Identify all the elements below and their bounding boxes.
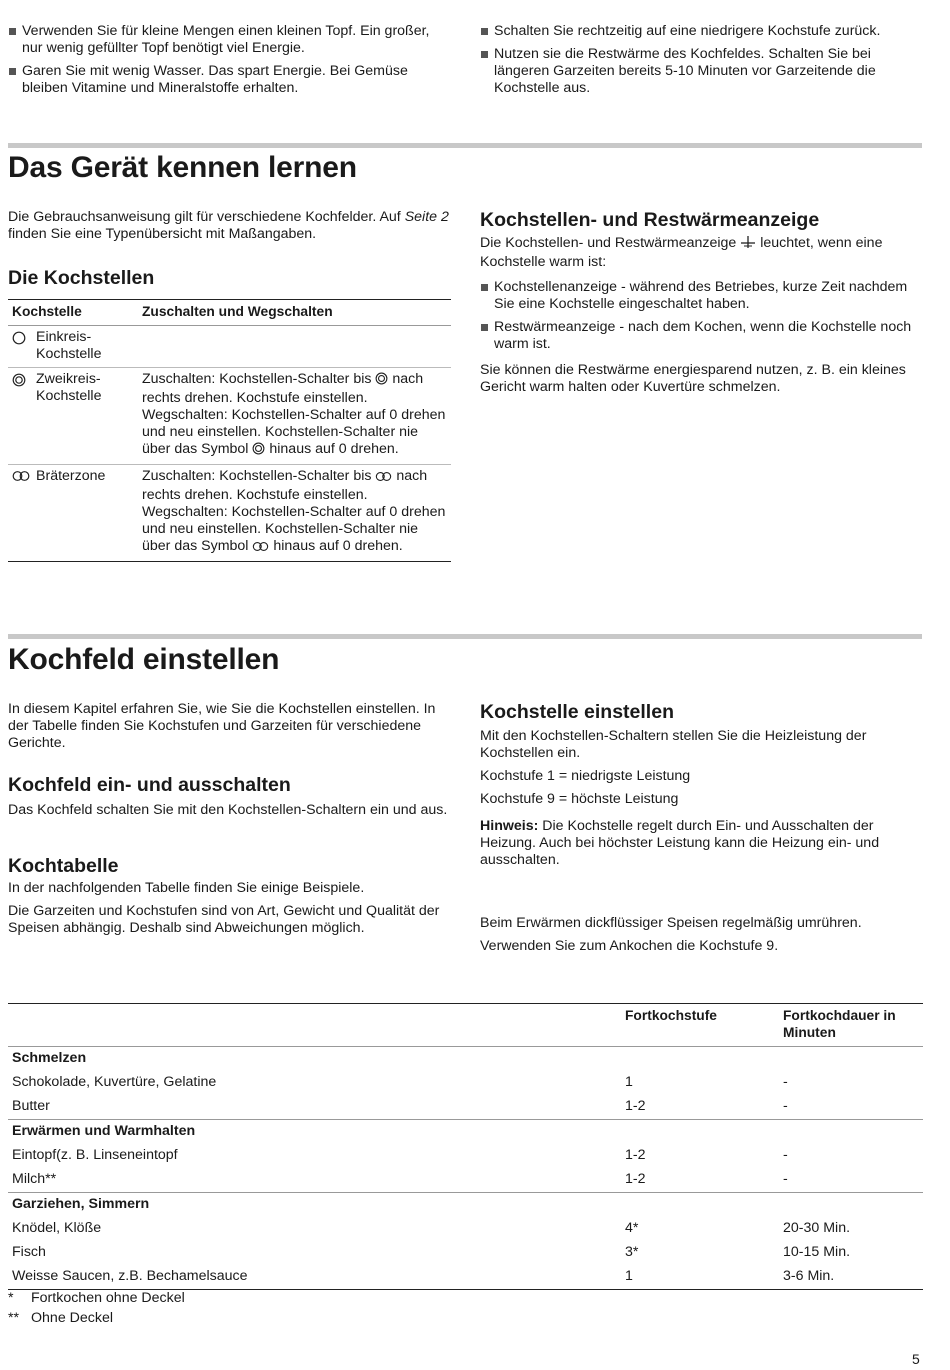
table-header: Zuschalten und Wegschalten (138, 300, 451, 326)
table-row: Fisch 3* 10-15 Min. (12, 1244, 851, 1260)
oval-zone-icon (375, 470, 392, 487)
heading-restwaerme: Kochstellen- und Restwärmeanzeige (480, 209, 820, 231)
table-header (8, 1004, 621, 1047)
section2-left (8, 701, 451, 943)
hinweis-note: Hinweis: Die Kochstelle regelt durch Ein- und Ausschalten der Heizung. Auch bei höchster Leistung kann die Heizung ein- und ausschalten. (480, 818, 880, 868)
footnote: * Fortkochen ohne Deckel (8, 1290, 185, 1306)
table-group-row: Schmelzen (8, 1047, 923, 1072)
kochtabelle-table (8, 1003, 923, 1290)
page-number: 5 (912, 1351, 920, 1367)
table-row: Milch** 1-2 - (12, 1171, 788, 1187)
table-row (8, 368, 451, 465)
einstellen-text: Mit den Kochstellen-Schaltern stellen Sie die Heizleistung der Kochstellen ein. (480, 728, 867, 761)
section-title-kochfeld: Kochfeld einstellen (8, 643, 280, 676)
heading-kochstellen: Die Kochstellen (8, 267, 155, 289)
stufe-9-text: Kochstufe 9 = höchste Leistung (480, 791, 679, 807)
residual-heat-icon (740, 235, 756, 254)
kochstelle-name: Einkreis-Kochstelle (36, 329, 102, 362)
single-circle-icon (12, 329, 36, 363)
table-row: Weisse Saucen, z.B. Bechamelsauce 1 3-6 Min. (8, 1265, 923, 1290)
list-item: Nutzen sie die Restwärme des Kochfeldes. Schalten Sie bei längeren Garzeiten bereits 5-10 Minuten vor Garzeitende die Kochstelle aus. (480, 46, 923, 97)
table-header: Fortkochdauer in Minuten (779, 1004, 923, 1047)
double-circle-icon (252, 442, 265, 460)
section2-right (480, 700, 923, 875)
table-row: Knödel, Klöße 4* 20-30 Min. (12, 1220, 851, 1236)
list-item: Garen Sie mit wenig Wasser. Das spart Energie. Bei Gemüse bleiben Vitamine und Mineralstoffe erhalten. (8, 63, 451, 97)
table-header: Kochstelle (8, 300, 138, 326)
kochstelle-name: Bräterzone (36, 468, 106, 484)
kochstelle-description: Zuschalten: Kochstellen-Schalter bis nach rechts drehen. Kochstufe einstellen. Wegschalten: Kochstellen-Schalter auf 0 drehen und neu einstellen. Kochstellen-Schalter nie über das Symbol hinaus auf 0 drehen. (138, 368, 451, 465)
footnote: ** Ohne Deckel (8, 1310, 114, 1326)
kochtabelle-text-1: In der nachfolgenden Tabelle finden Sie einige Beispiele. (8, 880, 365, 896)
double-circle-icon (375, 372, 388, 390)
list-item: Restwärmeanzeige - nach dem Kochen, wenn die Kochstelle noch warm ist. (480, 319, 923, 353)
anzeige-intro: Die Kochstellen- und Restwärmeanzeige leuchtet, wenn eine Kochstelle warm ist: (480, 235, 883, 270)
top-right-bullets (480, 23, 923, 103)
section-divider (8, 634, 922, 639)
list-item: Verwenden Sie für kleine Mengen einen kleinen Topf. Ein großer, nur wenig gefüllter Topf benötigt viel Energie. (8, 23, 451, 57)
table-row (8, 326, 451, 368)
table-footnotes (8, 1290, 185, 1330)
intro-text: Die Gebrauchsanweisung gilt für verschiedene Kochfelder. Auf Seite 2 finden Sie eine Typenübersicht mit Maßangaben. (8, 209, 449, 242)
kochtabelle-text-2: Die Garzeiten und Kochstufen sind von Art, Gewicht und Qualität der Speisen abhängig. Deshalb sind Abweichungen möglich. (8, 903, 440, 936)
table-row: Butter 1-2 - (12, 1098, 788, 1114)
heading-kochstelle-einstellen: Kochstelle einstellen (480, 701, 674, 723)
anzeige-outro: Sie können die Restwärme energiesparend nutzen, z. B. ein kleines Gericht warm halten oder Kuvertüre schmelzen. (480, 362, 906, 395)
kochstelle-description: Zuschalten: Kochstellen-Schalter bis nach rechts drehen. Kochstufe einstellen. Wegschalten: Kochstellen-Schalter auf 0 drehen und neu einstellen. Kochstellen-Schalter nie über das Symbol hinaus auf 0 drehen. (138, 465, 451, 562)
ruehren-hint: Beim Erwärmen dickflüssiger Speisen regelmäßig umrühren. (480, 915, 862, 931)
table-header: Fortkochstufe (621, 1004, 779, 1047)
list-item: Schalten Sie rechtzeitig auf eine niedrigere Kochstufe zurück. (480, 23, 923, 40)
top-left-bullets (8, 23, 451, 103)
table-row (8, 465, 451, 562)
oval-zone-icon (252, 540, 269, 557)
intro-text: In diesem Kapitel erfahren Sie, wie Sie die Kochstellen einstellen. In der Tabelle finden Sie Kochstufen und Garzeiten für verschiedene Gerichte. (8, 701, 436, 751)
oval-zone-icon (12, 468, 36, 487)
table-group-row: Erwärmen und Warmhalten (8, 1120, 923, 1145)
section1-right (480, 208, 923, 402)
ein-aus-text: Das Kochfeld schalten Sie mit den Kochstellen-Schaltern ein und aus. (8, 802, 448, 818)
section1-left (8, 209, 451, 562)
section-divider (8, 143, 922, 148)
section2-right-lower (480, 915, 923, 961)
heading-ein-aus: Kochfeld ein- und ausschalten (8, 774, 291, 796)
ankochen-hint: Verwenden Sie zum Ankochen die Kochstufe 9. (480, 938, 779, 954)
section-title-geraet: Das Gerät kennen lernen (8, 151, 357, 184)
list-item: Kochstellenanzeige - während des Betriebes, kurze Zeit nachdem Sie eine Kochstelle eingeschaltet haben. (480, 279, 923, 313)
double-circle-icon (12, 371, 36, 405)
table-row: Schokolade, Kuvertüre, Gelatine 1 - (12, 1074, 788, 1090)
table-row: Eintopf(z. B. Linseneintopf 1-2 - (12, 1147, 788, 1163)
kochstelle-name: Zweikreis-Kochstelle (36, 371, 102, 404)
kochstellen-table (8, 299, 451, 562)
table-group-row: Garziehen, Simmern (8, 1193, 923, 1218)
heading-kochtabelle: Kochtabelle (8, 855, 119, 877)
page-reference: Seite 2 (404, 209, 449, 225)
stufe-1-text: Kochstufe 1 = niedrigste Leistung (480, 768, 691, 784)
